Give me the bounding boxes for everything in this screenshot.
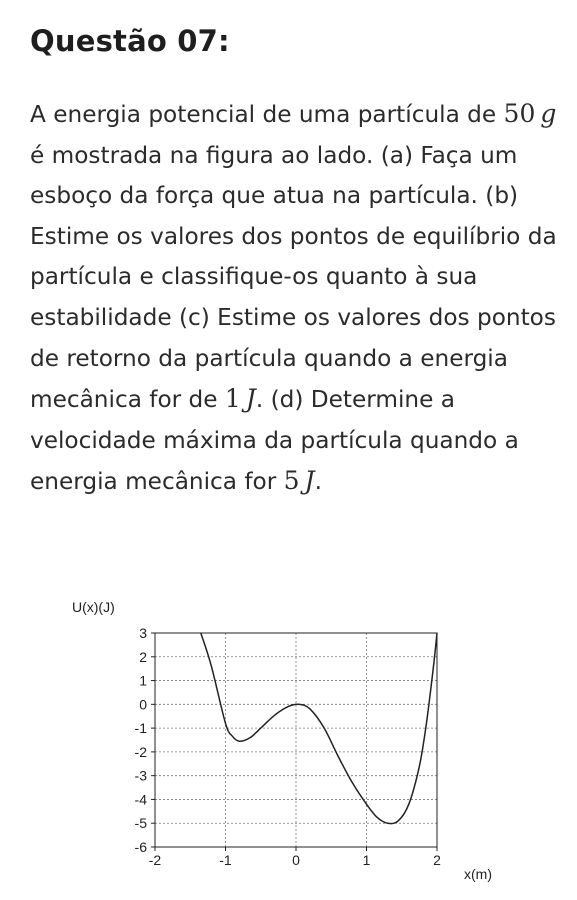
question-text-part-1: A energia potencial de uma partícula de: [30, 101, 504, 128]
x-tick-label: 1: [362, 852, 371, 868]
energy-1-unit: J: [245, 384, 256, 414]
y-tick-label: -5: [134, 815, 147, 832]
energy-2-unit: J: [304, 466, 315, 496]
energy-1-number: 1: [224, 384, 241, 414]
chart-ticks: [135, 625, 442, 868]
question-text: [30, 94, 560, 503]
x-axis-label: x(m): [464, 866, 492, 882]
y-tick-label: 0: [139, 696, 147, 713]
y-tick-label: 2: [139, 648, 147, 665]
y-tick-label: 1: [139, 672, 147, 689]
energy-2-number: 5: [283, 466, 300, 496]
x-tick-label: 2: [433, 852, 441, 868]
question-text-part-3: . (d) Determine a velocidade máxima da partícula quando a energia mecânica for: [30, 386, 519, 496]
x-tick-label: 0: [292, 852, 300, 868]
question-title: Questão 07:: [30, 24, 230, 58]
y-tick-label: 3: [139, 625, 147, 641]
y-tick-label: -1: [134, 720, 147, 737]
y-tick-label: -3: [134, 767, 147, 784]
energy-value-1: [225, 384, 256, 413]
x-tick-label: -1: [219, 852, 232, 868]
mass-number: 50: [503, 99, 536, 128]
question-text-part-2: é mostrada na figura ao lado. (a) Faça um esboço da força que atua na partícula. (b) Estime os valores dos pontos de equilíbrio da partícula e classifique-os quanto à sua estabilidade (c) Estime os valores dos pontos de retorno da partícula quando a energia mecânica for de: [30, 141, 557, 414]
y-tick-label: -2: [134, 743, 147, 760]
chart-grid: [155, 633, 437, 847]
y-axis-label: U(x)(J): [72, 599, 115, 615]
x-tick-label: -2: [148, 852, 162, 868]
energy-value-2: [284, 466, 315, 495]
y-tick-label: -4: [134, 791, 147, 808]
y-tick-label: -6: [134, 839, 147, 855]
mass-unit: g: [540, 99, 557, 128]
question-text-part-4: .: [314, 468, 322, 496]
mass-value: [504, 99, 557, 128]
potential-energy-chart: [0, 585, 577, 900]
